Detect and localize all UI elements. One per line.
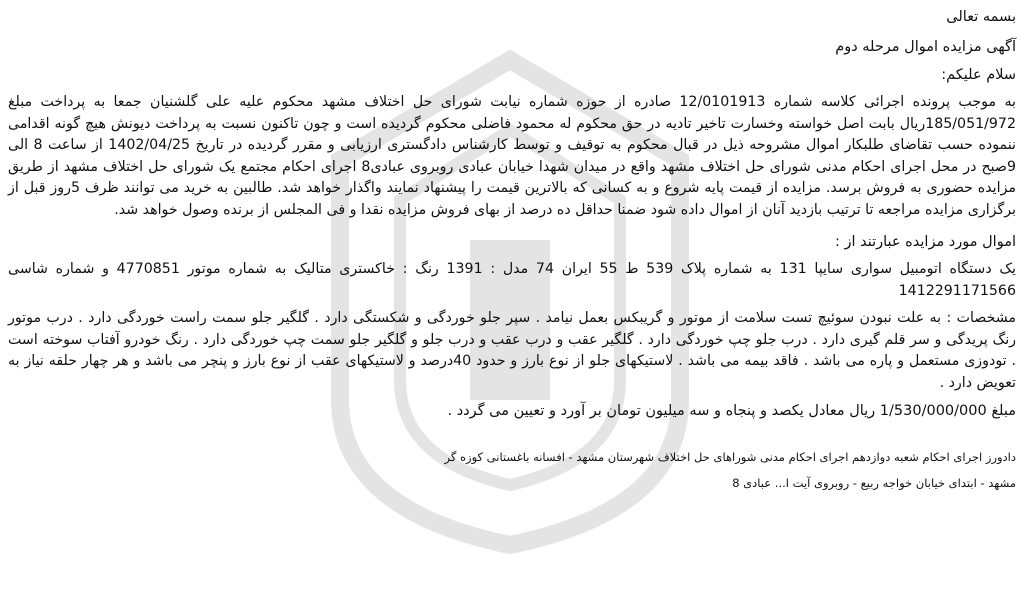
- notice-title: آگهی مزایده اموال مرحله دوم: [835, 39, 1016, 55]
- intro-paragraph: به موجب پرونده اجرائی کلاسه شماره 12/0101913 صادره از حوزه شماره نیابت شورای حل اختلاف مشهد محکوم علیه علی گلشنیان جمعا به پرداخت مبلغ 185/051/972ریال بابت اصل خواسته وخسارت تاخیر تادیه در حق محکوم له محمود فاضلی محکوم گردیده است و چون تاکنون نسبت به پرداخت دیونش هیچ گونه اقدامی ننموده حسب تقاضای طلبکار اموال مشروحه ذیل در قبال محکوم به توقیف و توسط کارشناس دادگستری ارزیابی و مقرر گردیده در تاریخ 1402/04/25 از ساعت 8 الی 9صبح در محل اجرای احکام مدنی شورای حل اختلاف مشهد واقع در میدان شهدا خیابان عبادی روبروی عبادی8 اجرای احکام مجتمع یک شورای حل اختلاف مشهد از طریق مزایده حضوری به فروش برسد. مزایده از قیمت پایه شروع و به کسانی که بالاترین قیمت را پیشنهاد نمایند واگذار خواهد شد. طالبین به خرید می توانند ظرف 5روز قبل از برگزاری مزایده مراجعه تا ترتیب بازدید آنان از اموال داده شود ضمنا حداقل ده درصد از بهای فروش مزایده نقدا و فی المجلس از برنده وصول خواهد شد.: [8, 94, 1016, 218]
- vehicle-specifications: مشخصات : به علت نبودن سوئیچ تست سلامت از موتور و گریبکس بعمل نیامد . سپر جلو خوردگی و شکستگی دارد . گلگیر جلو سمت راست خوردگی دارد . درب موتور رنگ پریدگی و سر قلم گیری دارد . درب جلو چپ خوردگی دارد . گلگیر عقب و درب عقب و درب جلو و گلگیر جلو سمت چپ خوردگی دارد . رنگ خودرو آفتاب سوخته است . تودوزی مستعمل و پاره می باشد . فاقد بیمه می باشد . لاستیکهای جلو از نوع بارز و حدود 40درصد و لاستیکهای عقب از نوع بارز و پنچر می باشد و هر چهار حلقه نیاز به تعویض دارد .: [8, 310, 1016, 391]
- auction-item-description: یک دستگاه اتومبیل سواری سایپا 131 به شماره پلاک 539 ط 55 ایران 74 مدل : 1391 رنگ : خاکستری متالیک به شماره موتور 4770851 و شماره شاسی 1412291171566: [8, 261, 1017, 299]
- basmala-heading: بسمه تعالی: [946, 9, 1016, 25]
- items-heading: اموال مورد مزایده عبارتند از :: [834, 234, 1016, 250]
- office-address: مشهد - ابتدای خیابان خواجه ربیع - روبروی آیت ا... عبادی 8: [732, 476, 1016, 490]
- officer-signature: دادورز اجرای احکام شعبه دوازدهم اجرای احکام مدنی شوراهای حل اختلاف شهرستان مشهد - افسانه باغستانی کوزه گر: [444, 450, 1016, 464]
- greeting: سلام علیکم:: [941, 67, 1016, 83]
- appraised-price: مبلغ 1/530/000/000 ریال معادل یکصد و پنجاه و سه میلیون تومان بر آورد و تعیین می گردد .: [447, 403, 1016, 419]
